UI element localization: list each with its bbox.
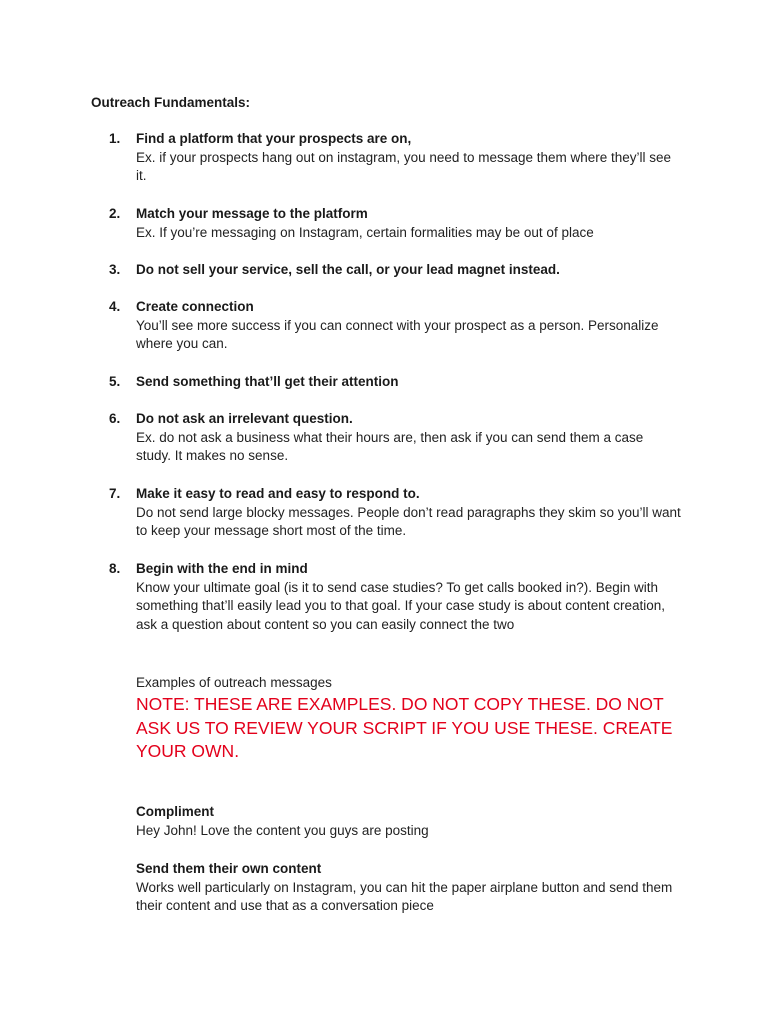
item-body: You’ll see more success if you can connect with your prospect as a person. Personalize where you can. xyxy=(136,317,659,351)
item-number: 5. xyxy=(109,374,121,389)
item-body: Ex. do not ask a business what their hours are, then ask if you can send them a case study. It makes no sense. xyxy=(136,429,644,463)
list-item xyxy=(109,410,681,466)
example-body: Hey John! Love the content you guys are posting xyxy=(136,822,429,838)
item-heading: Begin with the end in mind xyxy=(136,561,308,576)
examples-label: Examples of outreach messages xyxy=(136,675,332,690)
item-number: 8. xyxy=(109,561,121,576)
item-heading: Match your message to the platform xyxy=(136,206,368,221)
item-body: Ex. if your prospects hang out on instagram, you need to message them where they’ll see it. xyxy=(136,149,672,183)
item-heading: Find a platform that your prospects are on, xyxy=(136,131,412,146)
item-number: 7. xyxy=(109,486,121,501)
item-body: Know your ultimate goal (is it to send case studies? To get calls booked in?). Begin with something that’ll easily lead you to that goal. If your case study is about content creation, ask a question about content so you can easily connect the two xyxy=(136,579,666,632)
item-heading: Create connection xyxy=(136,299,254,314)
item-body: Do not send large blocky messages. People don’t read paragraphs they skim so you’ll want to keep your message short most of the time. xyxy=(136,504,681,538)
warning-note: NOTE: THESE ARE EXAMPLES. DO NOT COPY THESE. DO NOT ASK US TO REVIEW YOUR SCRIPT IF YOU USE THESE. CREATE YOUR OWN. xyxy=(136,694,673,761)
item-heading: Make it easy to read and easy to respond to. xyxy=(136,486,420,501)
example-item xyxy=(136,803,696,840)
list-item xyxy=(109,560,681,634)
list-item xyxy=(109,130,681,186)
item-heading: Do not ask an irrelevant question. xyxy=(136,411,353,426)
list-item xyxy=(109,261,681,280)
list-item xyxy=(109,205,681,242)
example-heading: Compliment xyxy=(136,804,215,819)
item-number: 1. xyxy=(109,131,121,146)
item-number: 3. xyxy=(109,262,121,277)
example-heading: Send them their own content xyxy=(136,861,322,876)
item-number: 2. xyxy=(109,206,121,221)
item-number: 4. xyxy=(109,299,121,314)
example-item xyxy=(136,860,696,916)
item-heading: Do not sell your service, sell the call, or your lead magnet instead. xyxy=(136,262,560,277)
example-body: Works well particularly on Instagram, you can hit the paper airplane button and send them their content and use that as a conversation piece xyxy=(136,879,673,913)
list-item xyxy=(109,298,681,354)
item-body: Ex. If you’re messaging on Instagram, certain formalities may be out of place xyxy=(136,224,594,240)
list-item xyxy=(109,373,681,392)
list-item xyxy=(109,485,681,541)
document-title: Outreach Fundamentals: xyxy=(91,95,251,110)
item-heading: Send something that’ll get their attention xyxy=(136,374,399,389)
item-number: 6. xyxy=(109,411,121,426)
